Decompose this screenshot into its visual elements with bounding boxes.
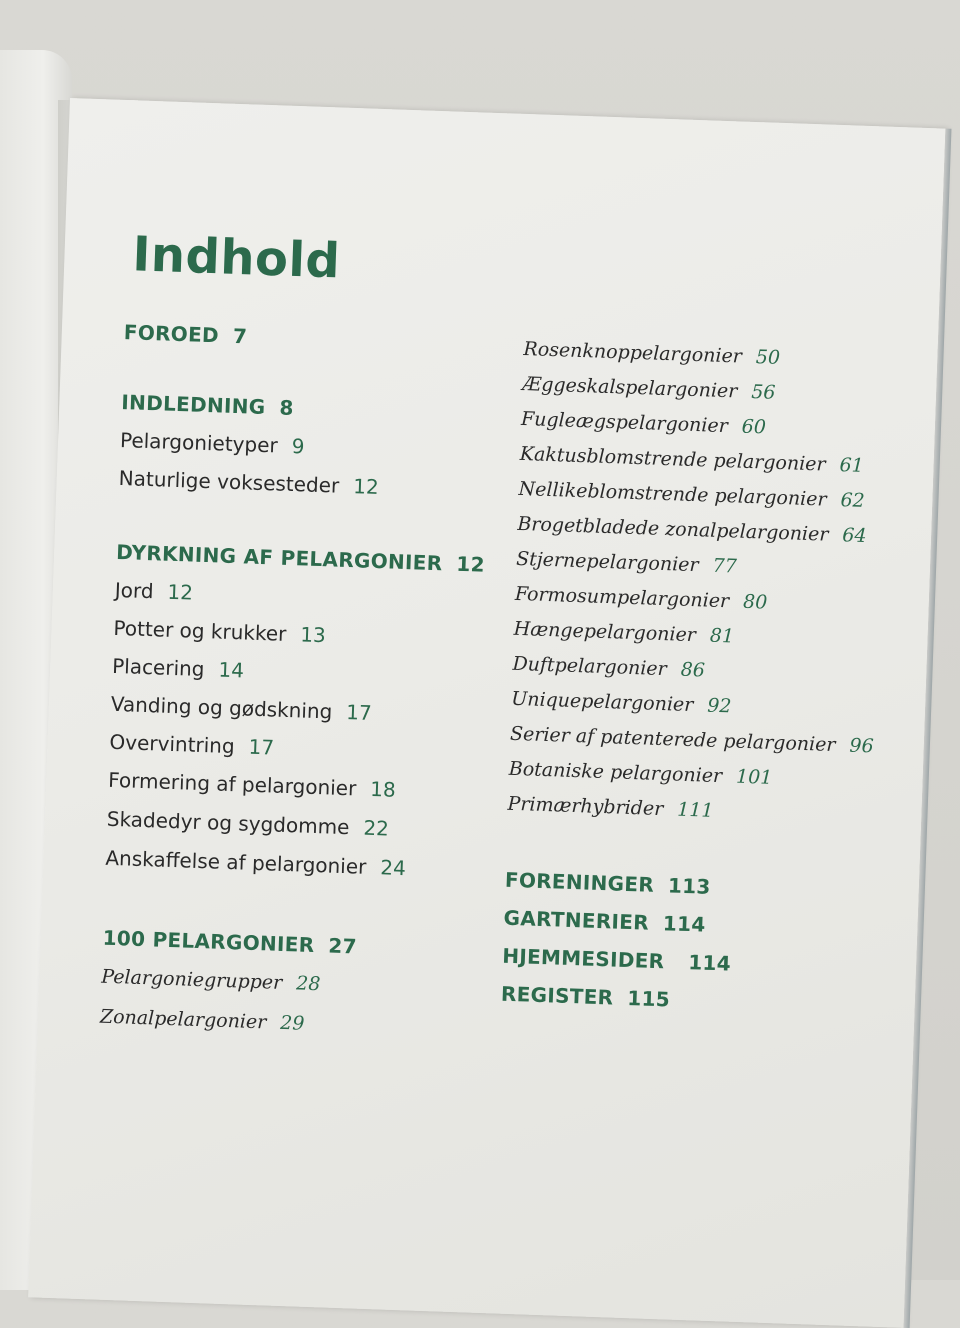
toc-entry (508, 758, 772, 789)
toc-entry-label: Jord (114, 577, 154, 604)
toc-entry-label: Rosenknoppelargonier (523, 337, 743, 368)
toc-entry (113, 616, 326, 647)
toc-entry (108, 768, 396, 802)
toc-entry (116, 540, 485, 577)
toc-entry (123, 320, 247, 348)
toc-entry-label: GARTNERIER (503, 905, 650, 935)
toc-entry (518, 478, 865, 512)
toc-entry (519, 443, 864, 477)
toc-entry-page: 56 (750, 380, 776, 404)
toc-entry-label: Fugleægspelargonier (520, 407, 729, 438)
toc-entry-page: 24 (379, 855, 407, 881)
toc-entry-label: Naturlige voksesteder (118, 465, 340, 498)
toc-entry (521, 408, 767, 439)
toc-entry-label: REGISTER (500, 981, 614, 1010)
toc-entry-page: 12 (455, 551, 486, 577)
toc-entry-page: 114 (687, 950, 732, 976)
toc-entry-page: 113 (667, 873, 712, 899)
toc-entry (502, 944, 731, 976)
toc-entry (522, 373, 776, 404)
toc-entry-page: 61 (839, 454, 865, 477)
toc-entry-label: HJEMMESIDER (501, 943, 665, 974)
toc-entry-page: 12 (167, 579, 194, 605)
toc-entry (507, 793, 714, 822)
toc-entry (501, 982, 671, 1012)
toc-entry-page: 27 (327, 933, 358, 959)
toc-entry-label: Primærhybrider (507, 792, 664, 821)
toc-entry-label: FORENINGER (504, 867, 655, 897)
toc-entry-label: INDLEDNING (121, 389, 266, 420)
toc-entry-page: 9 (291, 433, 305, 459)
toc-entry-page: 8 (279, 395, 295, 420)
toc-entry-page: 18 (369, 776, 397, 802)
toc-entry-label: Zonalpelargonier (99, 1005, 267, 1034)
toc-entry-page: 86 (680, 658, 706, 682)
toc-entry (511, 688, 732, 718)
toc-entry-page: 92 (706, 694, 732, 718)
toc-entry-label: Anskaffelse af pelargonier (105, 845, 367, 879)
toc-entry-label: Pelargoniegrupper (100, 965, 283, 994)
toc-entry-page: 80 (742, 590, 768, 614)
toc-entry (101, 966, 321, 996)
toc-entry-label: Brogetbladede zonalpelargonier (517, 512, 829, 546)
toc-entry-page: 114 (662, 911, 706, 937)
toc-entry (102, 926, 357, 959)
toc-entry (110, 692, 372, 725)
toc-entry-page: 29 (279, 1011, 305, 1035)
toc-entry (512, 653, 705, 682)
toc-entry-page: 77 (712, 554, 738, 578)
toc-entry (517, 513, 867, 547)
toc-entry-page: 17 (248, 734, 275, 760)
toc-entry-page: 28 (295, 972, 321, 996)
toc-entry (510, 723, 874, 758)
toc-entry-page: 111 (676, 798, 714, 822)
toc-entry (109, 730, 274, 760)
page-edge (904, 129, 952, 1328)
toc-entry-label: Æggeskalspelargonier (521, 372, 738, 403)
toc-entry-page: 50 (755, 346, 781, 369)
toc-entry-page: 60 (741, 415, 767, 439)
toc-entry-label: FOROED (123, 320, 220, 348)
toc-entry-label: Uniquepelargonier (510, 687, 694, 717)
toc-entry-label: 100 PELARGONIER (102, 925, 315, 958)
toc-entry-page: 7 (232, 323, 248, 349)
toc-entry-label: Skadedyr og sygdomme (106, 806, 350, 840)
toc-entry-label: Pelargonietyper (119, 427, 279, 458)
toc-entry (503, 906, 706, 937)
toc-entry (105, 846, 406, 880)
toc-entry-page: 12 (352, 474, 380, 500)
toc-entry (516, 548, 737, 578)
toc-entry-label: Hængepelargonier (513, 617, 697, 647)
toc-entry (121, 390, 294, 420)
toc-entry-label: Formering af pelargonier (107, 767, 357, 801)
toc-entry (114, 578, 193, 605)
toc-entry-label: Potter og krukker (113, 615, 287, 646)
toc-entry-label: Placering (111, 653, 205, 682)
toc-entry (513, 618, 734, 648)
toc-entry-page: 14 (218, 657, 245, 683)
toc-entry-label: Duftpelargonier (512, 652, 668, 681)
toc-entry (106, 807, 389, 841)
toc-entry-label: Serier af patenterede pelargonier (509, 722, 836, 757)
toc-entry-page: 13 (299, 622, 327, 648)
toc-entry (112, 654, 245, 683)
page-title: Indhold (131, 226, 342, 290)
toc-entry-page: 115 (626, 986, 671, 1012)
toc-entry (515, 583, 768, 614)
toc-entry (505, 868, 711, 899)
book-page (28, 98, 945, 1328)
toc-entry-page: 101 (735, 765, 773, 789)
toc-entry-page: 96 (849, 734, 875, 758)
toc-entry (118, 466, 379, 499)
toc-entry-label: Kaktusblomstrende pelargonier (519, 442, 826, 476)
toc-entry (120, 428, 305, 458)
toc-entry-page: 81 (709, 624, 735, 648)
toc-entry-label: Botaniske pelargonier (508, 757, 723, 788)
toc-entry-label: Stjernepelargonier (515, 547, 699, 577)
toc-entry (523, 338, 780, 369)
toc-entry-page: 17 (345, 700, 373, 725)
toc-entry-page: 22 (363, 815, 390, 841)
toc-entry-label: Overvintring (109, 729, 236, 759)
toc-entry-page: 62 (840, 489, 866, 512)
toc-entry (100, 1006, 305, 1035)
toc-entry-label: Formosumpelargonier (514, 582, 730, 613)
toc-entry-page: 64 (841, 524, 867, 548)
toc-entry-label: Nellikeblomstrende pelargonier (518, 477, 827, 511)
toc-entry-label: Vanding og gødskning (110, 691, 333, 724)
toc-entry-label: DYRKNING AF PELARGONIER (115, 539, 443, 576)
